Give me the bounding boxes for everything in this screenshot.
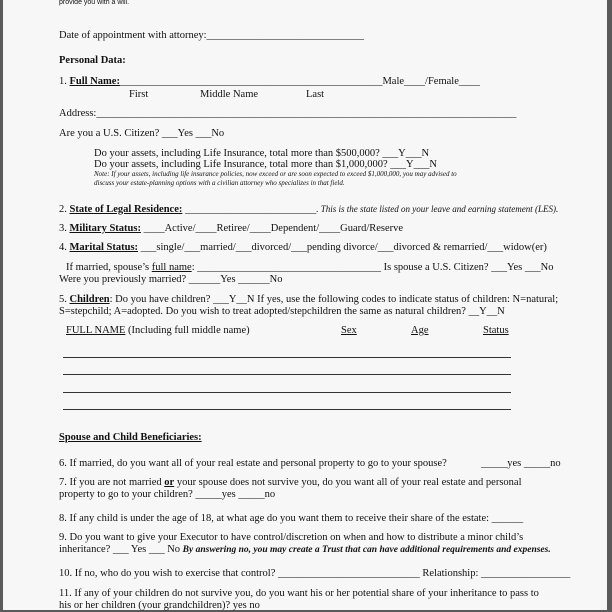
citizen-question[interactable]: Are you a U.S. Citizen? ___Yes ___No	[59, 128, 225, 139]
intro-fragment: provide you with a will.	[59, 0, 130, 6]
child-row-line[interactable]	[63, 392, 511, 393]
name-part-first: First	[129, 89, 149, 100]
military-status-row	[59, 222, 403, 235]
child-row-line[interactable]	[63, 357, 511, 358]
address-field[interactable]: Address:________________________________________________________________________________	[59, 108, 517, 119]
assets-note-line2: discuss your estate-planning options with a civilian attorney who specializes in that field.	[94, 179, 345, 187]
q6-text: 6. If married, do you want all of your real estate and personal property to go to your spouse?	[59, 458, 447, 469]
child-row-line[interactable]	[63, 409, 511, 410]
children-question[interactable]: : Do you have children? ___Y__N If yes, use the following codes to indicate status of children: N=natural;	[109, 294, 559, 305]
children-label: Children	[69, 294, 110, 305]
children-table-header	[66, 324, 250, 337]
q2-number: 2.	[59, 204, 67, 215]
attorney-date-field[interactable]: Date of appointment with attorney:______________________________	[59, 30, 365, 41]
q7-text-a: 7. If you are not married	[59, 477, 165, 488]
q1-number: 1.	[59, 76, 67, 87]
q9-line2	[59, 543, 551, 557]
marital-status-row	[59, 241, 547, 254]
beneficiaries-heading: Spouse and Child Beneficiaries:	[59, 432, 202, 443]
previously-married-question[interactable]: Were you previously married? ______Yes ______No	[59, 274, 283, 285]
military-status-label: Military Status:	[69, 223, 141, 234]
page-frame	[3, 0, 607, 610]
assets-1m-question[interactable]: Do your assets, including Life Insurance, total more than $1,000,000? ___Y___N	[94, 159, 437, 170]
q11-line2[interactable]: his or her children (your grandchildren)? yes no	[59, 600, 260, 611]
q7-line2[interactable]: property to go to your children? _____yes _____no	[59, 489, 276, 500]
name-part-last: Last	[306, 89, 325, 100]
assets-500k-question[interactable]: Do your assets, including Life Insurance, total more than $500,000? ___Y___N	[94, 148, 430, 159]
q9-note: By answering no, you may create a Trust that can have additional requirements and expenses.	[182, 545, 551, 555]
full-name-label: Full Name:	[69, 76, 120, 87]
spouse-prefix: If married, spouse’s	[66, 262, 150, 273]
residence-field[interactable]: _________________________	[184, 204, 317, 215]
spouse-name-field[interactable]: : ___________________________________ Is spouse a U.S. Citizen? ___Yes ___No	[191, 262, 554, 273]
full-name-field[interactable]: __________________________________________________	[119, 76, 383, 87]
form-page	[59, 0, 599, 610]
personal-data-heading: Personal Data:	[59, 55, 126, 66]
military-status-options[interactable]: ____Active/____Retiree/____Dependent/____Guard/Reserve	[143, 223, 404, 234]
name-part-middle: Middle Name	[200, 89, 259, 100]
residence-label: State of Legal Residence:	[69, 204, 183, 215]
q11-line1: 11. If any of your children do not survive you, do you want his or her potential share of your inheritance to pass to	[59, 588, 539, 599]
spouse-name-label: full name	[151, 262, 192, 273]
q7-or: or	[164, 477, 175, 488]
q9-line1: 9. Do you want to give your Executor to have control/discretion on when and how to distribute a minor child’s	[59, 532, 524, 543]
q5-number: 5.	[59, 294, 67, 305]
q7-text-b: your spouse does not survive you, do you want all of your real estate and personal	[174, 477, 522, 488]
col-sex: Sex	[341, 325, 357, 336]
col-status: Status	[483, 325, 509, 336]
marital-status-label: Marital Status:	[69, 242, 139, 253]
q10-text[interactable]: 10. If no, who do you wish to exercise that control? ___________________________ Relationship: _________________	[59, 568, 571, 579]
marital-status-options[interactable]: ___single/___married/___divorced/___pending divorce/___divorced & remarried/___widow(er)	[140, 242, 547, 253]
q8-text[interactable]: 8. If any child is under the age of 18, at what age do you want them to receive their share of the estate: ______	[59, 513, 524, 524]
full-name-row	[59, 75, 480, 88]
child-row-line[interactable]	[63, 374, 511, 375]
q3-number: 3.	[59, 223, 67, 234]
col-age: Age	[411, 325, 429, 336]
col-full-name-suffix: (Including full middle name)	[125, 325, 250, 336]
residence-row	[59, 203, 558, 216]
q4-number: 4.	[59, 242, 67, 253]
col-full-name: FULL NAME	[66, 325, 126, 336]
q6-answer[interactable]: _____yes _____no	[481, 458, 561, 469]
residence-note: . This is the state listed on your leave and earning statement (LES).	[316, 204, 559, 214]
assets-note-line1: Note: If your assets, including life insurance policies, now exceed or are soon expected to exceed $1,000,000, you may advised to	[94, 170, 457, 178]
children-codes-question[interactable]: S=stepchild; A=adopted. Do you wish to treat adopted/stepchildren the same as natural children? __Y__N	[59, 306, 505, 317]
gender-field[interactable]: Male____/Female____	[382, 76, 480, 87]
q9-answer[interactable]: inheritance? ___ Yes ___ No	[59, 544, 183, 555]
